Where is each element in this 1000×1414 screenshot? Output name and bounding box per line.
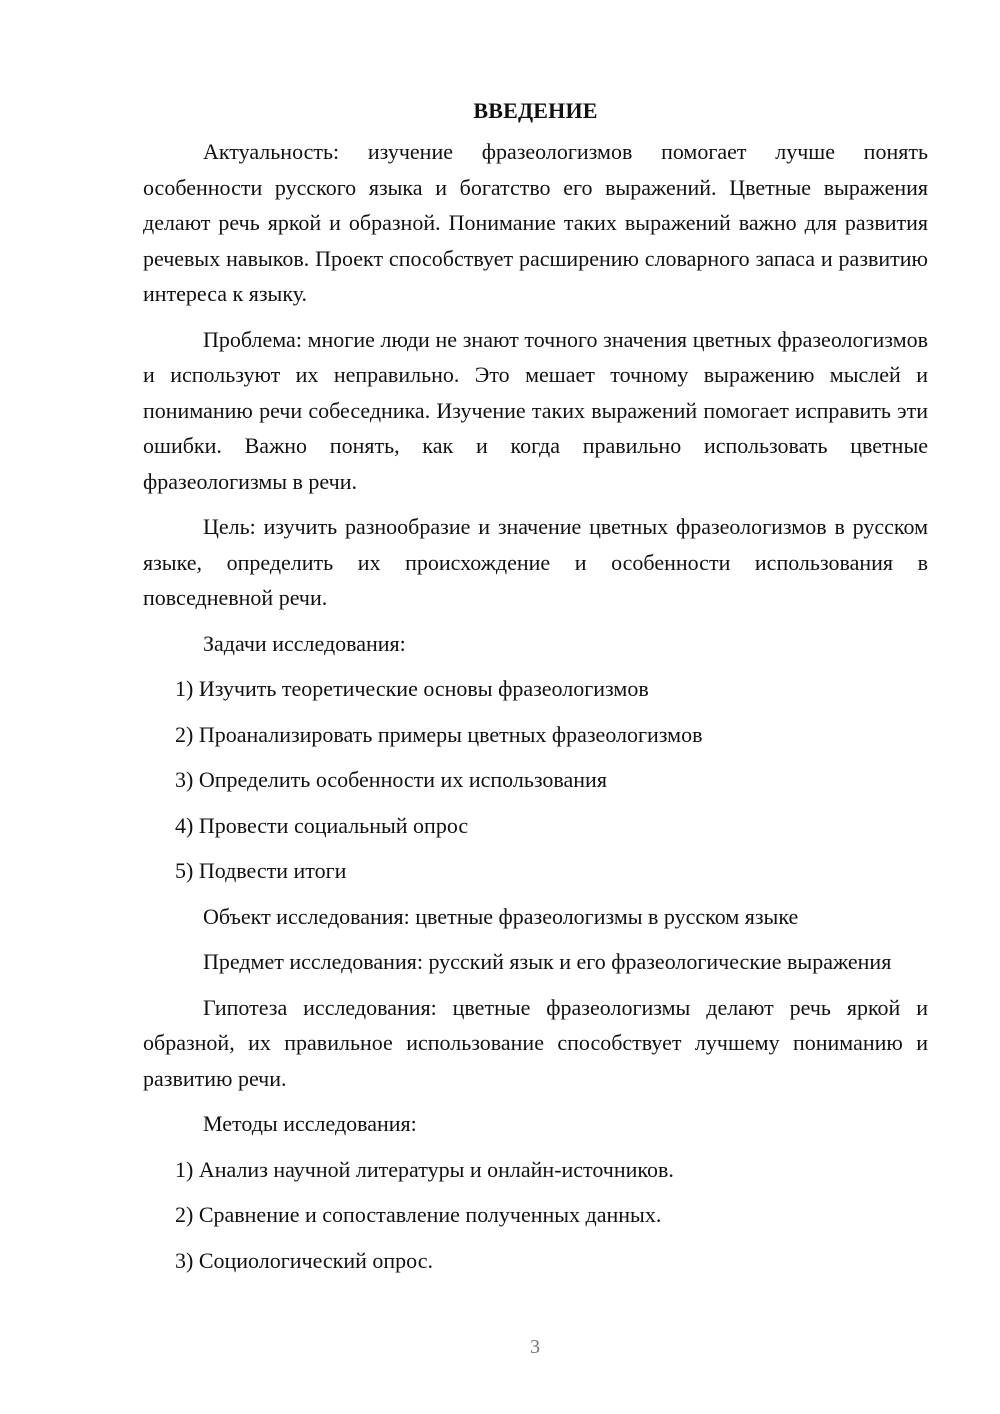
problem-paragraph: Проблема: многие люди не знают точного значения цветных фразеологизмов и используют их неправильно. Это мешает точному выражению мыслей и пониманию речи собеседника. Изучение таких выражений помогает исправить эти ошибки. Важно понять, как и когда правильно использовать цветные фразеологизмы в речи. [143,326,928,494]
object-statement: Объект исследования: цветные фразеологизмы в русском языке [203,903,799,929]
subject-paragraph: Предмет исследования: русский язык и его фразеологические выражения [203,949,892,974]
page-content [143,96,928,1288]
method-item-3: 3) Социологический опрос. [175,1247,433,1273]
hypothesis-paragraph: Гипотеза исследования: цветные фразеологизмы делают речь яркой и образной, их правильное использование способствует лучшему пониманию и развитию речи. [143,994,928,1091]
task-item-3: 3) Определить особенности их использования [175,767,607,792]
methods-heading: Методы исследования: [203,1111,417,1136]
tasks-heading: Задачи исследования: [203,630,406,656]
method-item-2: 2) Сравнение и сопоставление полученных данных. [175,1202,662,1227]
task-item-1: 1) Изучить теоретические основы фразеологизмов [175,676,649,701]
relevance-paragraph: Актуальность: изучение фразеологизмов помогает лучше понять особенности русского языка и богатство его выражений. Цветные выражения делают речь яркой и образной. Понимание таких выражений важно для развития речевых навыков. Проект способствует расширению словарного запаса и развитию интереса к языку. [143,139,928,306]
task-item-4: 4) Провести социальный опрос [175,812,469,838]
goal-paragraph: Цель: изучить разнообразие и значение цветных фразеологизмов в русском языке, определить их происхождение и особенности использования в повседневной речи. [143,514,928,610]
section-title: ВВЕДЕНИЕ [473,98,598,123]
method-item-1: 1) Анализ научной литературы и онлайн-источников. [175,1156,674,1182]
page-number: 3 [530,1336,540,1358]
task-item-5: 5) Подвести итоги [175,858,347,883]
task-item-2: 2) Проанализировать примеры цветных фразеологизмов [175,721,703,747]
